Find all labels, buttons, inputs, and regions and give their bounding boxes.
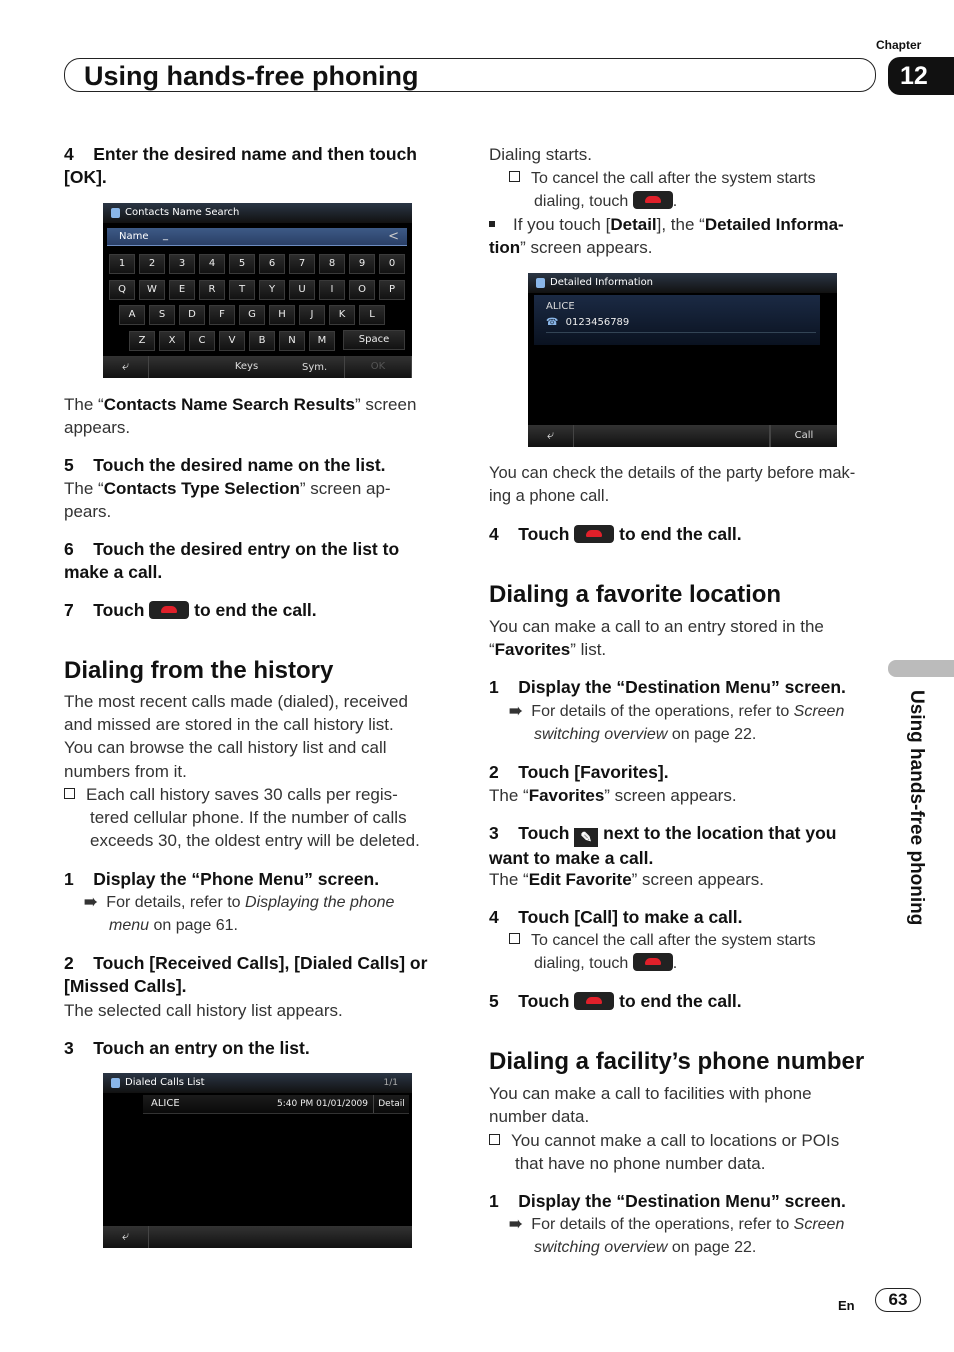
chapter-number: 12 (888, 57, 954, 95)
bottom-bar (149, 1226, 412, 1248)
text: ” screen (355, 395, 417, 414)
text: The “ (489, 870, 529, 889)
key[interactable]: I (319, 280, 345, 300)
text: on page 61. (149, 917, 238, 935)
cancel-note-2 (509, 929, 879, 975)
key[interactable]: 0 (379, 254, 405, 274)
text: on page 22. (667, 726, 757, 744)
step-text: Touch (518, 823, 570, 843)
key[interactable]: F (209, 305, 235, 325)
bottom-bar (574, 425, 770, 447)
line: exceeds 30, the oldest entry will be deleted. (90, 831, 420, 851)
step-text-2: make a call. (64, 562, 163, 583)
contact-name: ALICE (151, 1098, 180, 1109)
link-text: Screen (793, 703, 845, 720)
step-number: 4 (489, 907, 499, 927)
section-heading-favorite: Dialing a favorite location (489, 581, 782, 608)
history-intro (64, 690, 454, 783)
step-5-fav (489, 990, 742, 1013)
step-text: Enter the desired name and then touch (93, 144, 417, 164)
step-4-right (489, 523, 742, 546)
results-paragraph (64, 393, 454, 439)
step-text: to end the call. (194, 600, 317, 620)
section-heading-history: Dialing from the history (64, 657, 334, 684)
key[interactable]: W (139, 280, 165, 300)
step-text: Touch [Favorites]. (518, 762, 669, 782)
key[interactable]: B (249, 331, 275, 351)
step-4-fav (489, 906, 743, 929)
bullet-icon (489, 221, 495, 227)
line: You can make a call to facilities with phone (489, 1084, 812, 1103)
line: To cancel the call after the system starts (531, 932, 816, 949)
step-text: Touch (518, 524, 570, 544)
step-number: 2 (64, 953, 74, 973)
screen-name: Favorites (528, 786, 605, 805)
line: . (672, 955, 678, 973)
key[interactable]: G (239, 305, 265, 325)
fav-ref (509, 700, 884, 746)
text: ], the “ (656, 215, 705, 234)
step-text: to end the call. (619, 524, 742, 544)
button-name: Detail (610, 215, 657, 234)
detailed-information-screen (528, 273, 837, 447)
key[interactable]: O (349, 280, 375, 300)
checkbox-icon (489, 1134, 500, 1145)
key[interactable]: D (179, 305, 205, 325)
back-button[interactable]: ⤶ (103, 356, 149, 378)
name-field-label: Name (119, 231, 149, 242)
wrench-icon: ✎ (574, 828, 598, 847)
page-number: 63 (875, 1288, 921, 1312)
line: tered cellular phone. If the number of calls (90, 808, 407, 828)
step-number: 4 (64, 144, 74, 164)
contact-name: ALICE (546, 301, 575, 312)
key[interactable]: N (279, 331, 305, 351)
arrow-right-icon: ➠ (84, 894, 98, 911)
key[interactable]: 7 (289, 254, 315, 274)
step-text: Display the “Destination Menu” screen. (518, 1191, 846, 1211)
text: “ (489, 640, 495, 660)
key[interactable]: 4 (199, 254, 225, 274)
ok-button[interactable]: OK (345, 356, 412, 378)
line: . (672, 193, 678, 211)
text: For details of the operations, refer to (531, 1216, 794, 1233)
end-call-icon (574, 992, 614, 1010)
key[interactable]: R (199, 280, 225, 300)
facility-intro (489, 1082, 879, 1128)
step-4-left (64, 143, 454, 189)
step-number: 1 (489, 677, 499, 697)
end-call-icon (149, 601, 189, 619)
key[interactable]: Z (129, 331, 155, 351)
key[interactable]: Y (259, 280, 285, 300)
line: The most recent calls made (dialed), received (64, 692, 408, 711)
key[interactable]: T (229, 280, 255, 300)
call-entry-row[interactable] (143, 1095, 409, 1114)
dialed-calls-screen (103, 1073, 412, 1248)
history-note (64, 783, 454, 853)
key[interactable]: Q (109, 280, 135, 300)
text: appears. (64, 418, 131, 438)
type-paragraph (64, 477, 454, 523)
screen-title: Dialed Calls List (103, 1073, 412, 1093)
text: The “ (64, 395, 104, 414)
footer-lang: En (838, 1298, 855, 1313)
step-text: Touch the desired name on the list. (93, 455, 386, 475)
phone-icon: ☎ (546, 317, 559, 328)
step-6-left (64, 538, 454, 584)
checkbox-icon (509, 933, 520, 944)
step-2-history (64, 952, 454, 998)
step-number: 2 (489, 762, 499, 782)
arrow-right-icon: ➠ (509, 1216, 523, 1233)
step-1-history (64, 868, 379, 891)
key[interactable]: C (189, 331, 215, 351)
line: and missed are stored in the call history list. (64, 715, 394, 735)
contacts-name-search-screen (103, 203, 412, 378)
screen-title: Detailed Information (528, 273, 837, 293)
step-1-fav (489, 676, 846, 699)
line: You cannot make a call to locations or POIs (511, 1131, 840, 1150)
key[interactable]: U (289, 280, 315, 300)
check-details (489, 462, 884, 508)
step-text: Touch [Received Calls], [Dialed Calls] or (93, 953, 428, 973)
phone-number: 0123456789 (565, 317, 630, 328)
step-number: 1 (489, 1191, 499, 1211)
line: dialing, touch (534, 955, 629, 973)
section-heading-facility: Dialing a facility’s phone number (489, 1048, 865, 1075)
fav-step3-desc (489, 868, 764, 891)
keys-button[interactable]: Keys (149, 356, 345, 378)
step-number: 5 (64, 455, 74, 475)
key[interactable]: E (169, 280, 195, 300)
line: Each call history saves 30 calls per regis- (86, 785, 398, 804)
step-text: Display the “Phone Menu” screen. (93, 869, 380, 889)
step-3-history (64, 1037, 310, 1060)
step-number: 3 (64, 1038, 74, 1058)
call-time: 5:40 PM 01/01/2009 (277, 1099, 368, 1109)
screen-name: Detailed Informa- (704, 215, 844, 234)
back-button[interactable]: ⤶ (103, 1226, 149, 1248)
link-text: menu (109, 917, 150, 935)
key[interactable]: 8 (319, 254, 345, 274)
line: that have no phone number data. (515, 1154, 766, 1174)
key[interactable]: 3 (169, 254, 195, 274)
side-tab-label: Using hands-free phoning (906, 690, 927, 926)
facility-ref (509, 1213, 884, 1259)
key[interactable]: P (379, 280, 405, 300)
step-text-2: [Missed Calls]. (64, 976, 187, 997)
step-number: 3 (489, 823, 499, 843)
step-2-fav (489, 761, 669, 784)
text: For details, refer to (106, 894, 246, 911)
text: You can make a call to an entry stored in the (489, 617, 824, 636)
step-number: 4 (489, 524, 499, 544)
name-field[interactable] (107, 228, 407, 246)
step-3-fav (489, 822, 889, 870)
key[interactable]: 2 (139, 254, 165, 274)
link-text: switching overview (534, 1239, 668, 1257)
call-button[interactable]: Call (770, 425, 837, 447)
text: ” screen appears. (520, 238, 653, 258)
link-text: Screen (793, 1216, 845, 1233)
screen-title: Contacts Name Search (103, 203, 412, 223)
screen-name: tion (489, 238, 521, 258)
cancel-note-1 (509, 167, 879, 213)
step-1-facility (489, 1190, 846, 1213)
line: ing a phone call. (489, 487, 610, 506)
arrow-right-icon: ➠ (509, 703, 523, 720)
line: number data. (489, 1107, 590, 1127)
line: You can check the details of the party before mak- (489, 464, 856, 482)
step-number: 1 (64, 869, 74, 889)
text: ” list. (570, 640, 607, 660)
key[interactable]: 1 (109, 254, 135, 274)
step-text: next to the location that you (603, 823, 837, 843)
text: The “ (64, 479, 104, 498)
key[interactable]: K (329, 305, 355, 325)
screen-name: Contacts Type Selection (103, 479, 300, 498)
history-step2-desc: The selected call history list appears. (64, 1001, 343, 1020)
step-text: Touch an entry on the list. (93, 1038, 310, 1058)
text: ” screen ap- (299, 479, 391, 498)
text: on page 22. (667, 1239, 757, 1257)
detail-bullet (489, 213, 879, 259)
line: dialing, touch (534, 193, 629, 211)
step-text: Touch [Call] to make a call. (518, 907, 743, 927)
step-number: 7 (64, 600, 74, 620)
line: numbers from it. (64, 761, 187, 781)
text: For details of the operations, refer to (531, 703, 794, 720)
key[interactable]: L (359, 305, 385, 325)
chapter-label: Chapter (876, 38, 922, 52)
step-text-2: want to make a call. (489, 848, 654, 868)
name-field-value: _ (163, 230, 168, 241)
step-7-left (64, 599, 317, 622)
text: ” screen appears. (604, 786, 737, 805)
screen-name: Favorites (494, 640, 571, 660)
step-text-2: [OK]. (64, 167, 107, 188)
checkbox-icon (509, 171, 520, 182)
page-title: Using hands-free phoning (84, 61, 419, 91)
step-5-left (64, 454, 386, 477)
number-row[interactable] (546, 317, 816, 333)
link-text: switching overview (534, 726, 668, 744)
backspace-key[interactable]: < (388, 229, 399, 244)
step-text: Touch the desired entry on the list to (93, 539, 400, 559)
line: You can browse the call history list and call (64, 738, 387, 758)
detail-panel (534, 295, 820, 345)
link-text: Displaying the phone (245, 894, 395, 911)
end-call-icon (633, 953, 673, 971)
step-number: 6 (64, 539, 74, 559)
end-call-icon (574, 525, 614, 543)
key[interactable]: 9 (349, 254, 375, 274)
end-call-icon (633, 191, 673, 209)
dialing-starts: Dialing starts. (489, 145, 592, 164)
key[interactable]: J (299, 305, 325, 325)
side-tab (888, 660, 954, 677)
key[interactable]: 5 (229, 254, 255, 274)
space-key[interactable]: Space (343, 330, 405, 350)
key[interactable]: A (119, 305, 145, 325)
text: If you touch [ (513, 215, 611, 234)
fav-intro (489, 615, 879, 661)
sym-label: Sym. (302, 362, 328, 373)
text: The “ (489, 786, 529, 805)
pager: 1/1 (383, 1078, 398, 1088)
detail-button[interactable]: Detail (373, 1095, 409, 1113)
step-text: Touch (93, 600, 145, 620)
line: To cancel the call after the system starts (531, 170, 816, 187)
key[interactable]: 6 (259, 254, 285, 274)
key[interactable]: S (149, 305, 175, 325)
screen-name: Contacts Name Search Results (103, 395, 356, 414)
step-text: Touch (518, 991, 570, 1011)
history-ref (84, 891, 454, 937)
facility-note (489, 1129, 884, 1175)
back-button[interactable]: ⤶ (528, 425, 574, 447)
text: ” screen appears. (631, 870, 764, 889)
key[interactable]: V (219, 331, 245, 351)
key[interactable]: M (309, 331, 335, 351)
screen-name: Edit Favorite (528, 870, 632, 889)
checkbox-icon (64, 788, 75, 799)
fav-step2-desc (489, 784, 737, 807)
key[interactable]: X (159, 331, 185, 351)
step-text: Display the “Destination Menu” screen. (518, 677, 846, 697)
text: pears. (64, 502, 112, 522)
key[interactable]: H (269, 305, 295, 325)
step-number: 5 (489, 991, 499, 1011)
step-text: to end the call. (619, 991, 742, 1011)
